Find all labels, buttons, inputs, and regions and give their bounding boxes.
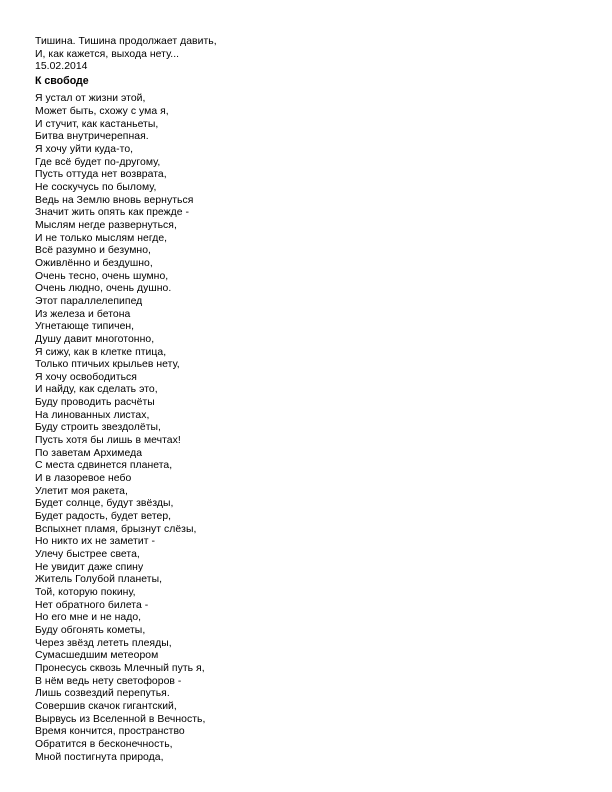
poem-line: Не увидит даже спину — [35, 561, 144, 573]
poem-line: Лишь созвездий перепутья. — [35, 688, 170, 700]
poem-line: И в лазоревое небо — [35, 473, 132, 485]
poem-line: Обратится в бесконечность, — [35, 738, 173, 750]
poem-line: Угнетающе типичен, — [35, 321, 135, 333]
poem-line: И стучит, как кастаньеты, — [35, 118, 159, 130]
poem-line: В нём ведь нету светофоров - — [35, 675, 182, 687]
poem-line: Вырвусь из Вселенной в Вечность, — [35, 713, 206, 725]
poem-title: К свободе — [35, 74, 89, 87]
poem-line: Улечу быстрее света, — [35, 549, 140, 560]
poem-line: Душу давит многотонно, — [35, 333, 155, 345]
poem-line: Битва внутричерепная. — [35, 131, 149, 143]
poem-date: 15.02.2014 — [35, 61, 88, 73]
poem-line: Будет радость, будет ветер, — [35, 511, 172, 523]
poem-line: Нет обратного билета - — [35, 599, 149, 611]
poem-line: Той, которую покину, — [35, 586, 136, 598]
poem-line: Я хочу освободиться — [35, 371, 137, 383]
poem-line: Время кончится, пространство — [35, 726, 185, 738]
poem-line: Но его мне и не надо, — [35, 612, 142, 624]
poem-line: Может быть, схожу с ума я, — [35, 106, 169, 118]
poem-line: Очень людно, очень душно. — [35, 283, 172, 295]
poem-line: И найду, как сделать это, — [35, 384, 158, 396]
poem-line: Мной постигнута природа, — [35, 751, 164, 763]
previous-poem-line: Тишина. Тишина продолжает давить, — [35, 36, 217, 47]
poem-line: Совершив скачок гигантский, — [35, 700, 177, 712]
poem-line: Я хочу уйти куда-то, — [35, 144, 134, 155]
poem-line: Буду строить звездолёты, — [35, 422, 161, 434]
poem-line: Сумасшедшим метеором — [35, 650, 159, 662]
poem-line: Житель Голубой планеты, — [35, 574, 163, 586]
poem-line: Пусть хотя бы лишь в мечтах! — [35, 435, 181, 447]
poem-line: Всё разумно и безумно, — [35, 245, 151, 257]
poem-line: Значит жить опять как прежде - — [35, 207, 190, 219]
poem-line: Мыслям негде развернуться, — [35, 219, 177, 231]
poem-line: Я сижу, как в клетке птица, — [35, 346, 167, 358]
poem-line: На линованных листах, — [35, 409, 150, 421]
poem-line: Этот параллелепипед — [35, 295, 143, 307]
poem-line: Будет солнце, будут звёзды, — [35, 498, 174, 510]
poem-line: Пронесусь сквозь Млечный путь я, — [35, 662, 205, 674]
poem-line: Буду обгонять кометы, — [35, 624, 146, 636]
poem-line: Очень тесно, очень шумно, — [35, 270, 169, 282]
poem-line: По заветам Архимеда — [35, 447, 143, 459]
poem-line: Вспыхнет пламя, брызнут слёзы, — [35, 523, 197, 535]
poem-line: Только птичьих крыльев нету, — [35, 359, 180, 371]
poem-line: Где всё будет по-другому, — [35, 156, 161, 168]
poem-line: Через звёзд лететь плеяды, — [35, 637, 172, 649]
page-content — [35, 36, 575, 764]
poem-line: Оживлённо и бездушно, — [35, 257, 153, 269]
poem-line: Ведь на Землю вновь вернуться — [35, 194, 194, 206]
poem-line: Из железа и бетона — [35, 308, 131, 320]
previous-poem-ending — [35, 36, 575, 61]
poem-line: С места сдвинется планета, — [35, 460, 173, 472]
poem-line: Улетит моя ракета, — [35, 485, 128, 497]
poem-line: Не соскучусь по былому, — [35, 181, 157, 193]
previous-poem-line: И, как кажется, выхода нету... — [35, 48, 180, 60]
poem-body — [35, 93, 575, 764]
poem-line: Буду проводить расчёты — [35, 397, 155, 409]
poem-line: Пусть оттуда нет возврата, — [35, 169, 167, 181]
poem-line: Но никто их не заметит - — [35, 536, 155, 548]
poem-line: Я устал от жизни этой, — [35, 93, 146, 105]
poem-line: И не только мыслям негде, — [35, 232, 168, 244]
